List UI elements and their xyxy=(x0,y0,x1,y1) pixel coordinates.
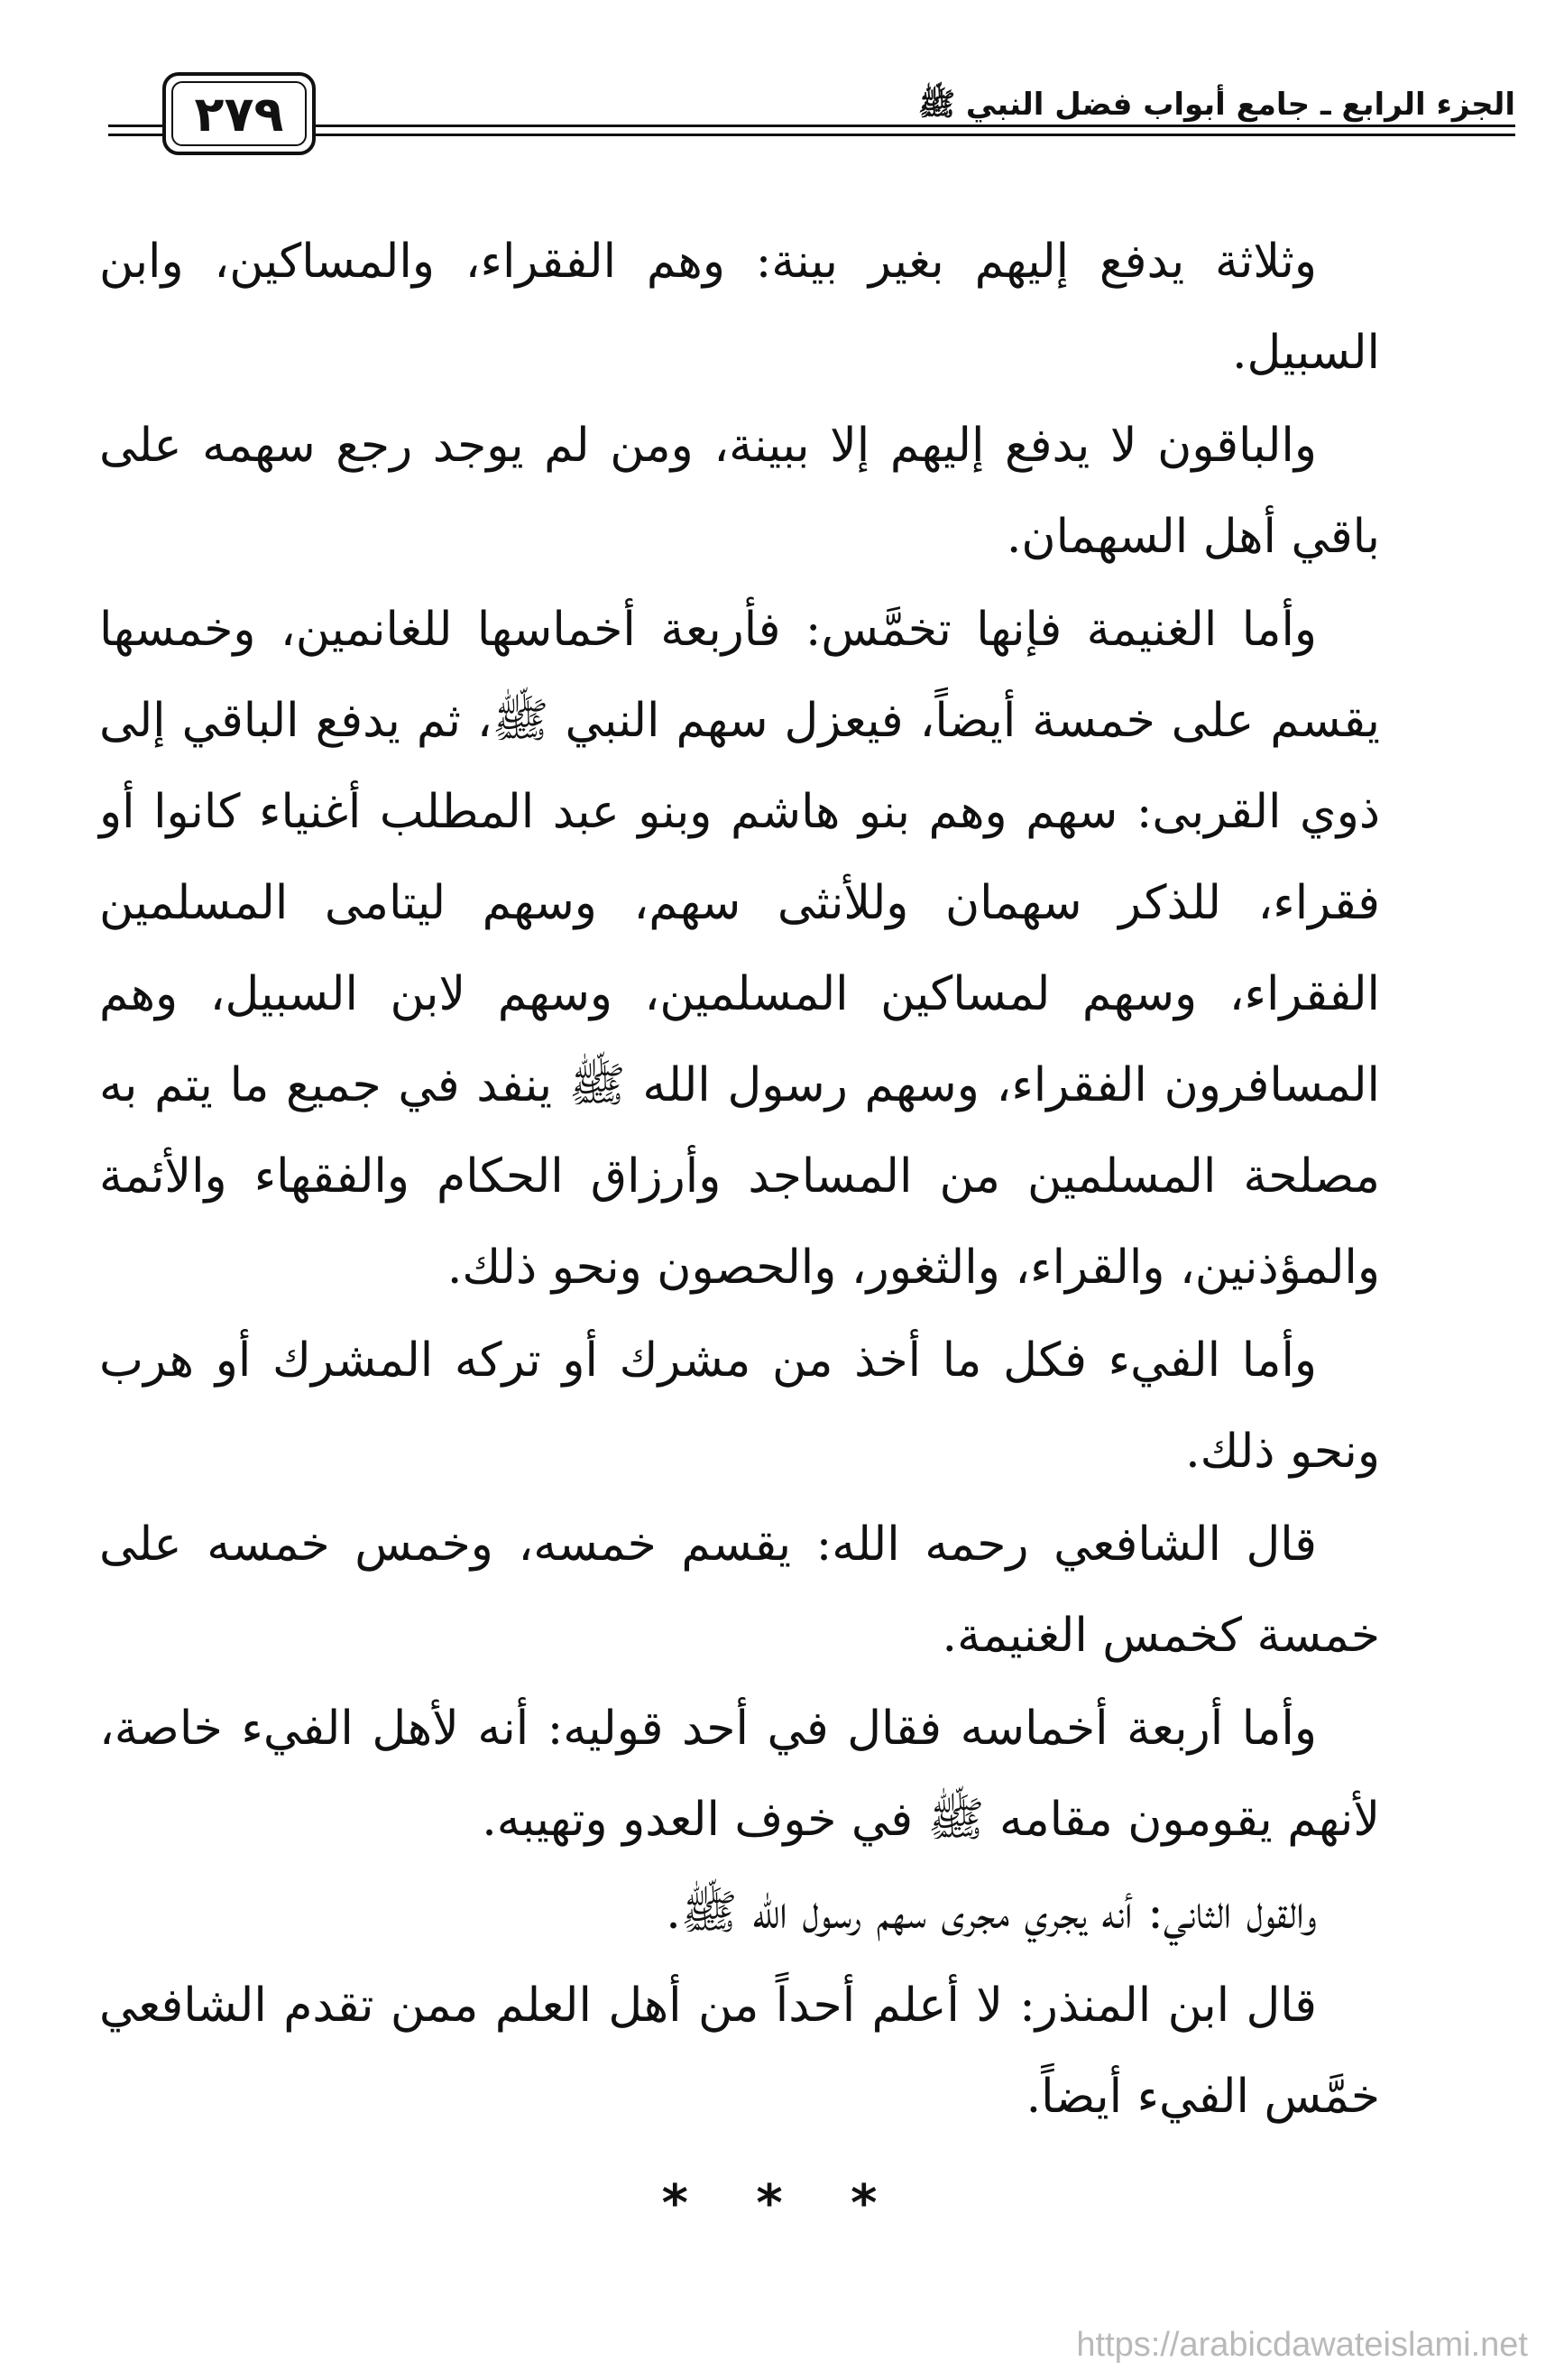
paragraph-4: وأما الفيء فكل ما أخذ من مشرك أو تركه المشرك أو هرب ونحو ذلك. xyxy=(99,1333,1380,1479)
paragraph-8: قال ابن المنذر: لا أعلم أحداً من أهل العلم ممن تقدم الشافعي خمَّس الفيء أيضاً. xyxy=(99,1979,1380,2124)
page-number-frame xyxy=(162,72,316,155)
paragraph-2: والباقون لا يدفع إليهم إلا ببينة، ومن لم يوجد رجع سهمه على باقي أهل السهمان. xyxy=(99,419,1380,564)
section-separator: * * * xyxy=(661,2174,903,2233)
page-header xyxy=(108,72,1515,171)
header-rule-top xyxy=(108,125,1515,127)
page-number: ٢٧٩ xyxy=(194,85,284,143)
page-body xyxy=(99,217,1380,2143)
running-title: الجزء الرابع ـ جامع أبواب فضل النبي ﷺ xyxy=(906,85,1515,125)
paragraph-1: وثلاثة يدفع إليهم بغير بينة: وهم الفقراء، والمساكين، وابن السبيل. xyxy=(99,235,1380,380)
paragraph-6: وأما أربعة أخماسه فقال في أحد قوليه: أنه لأهل الفيء خاصة، لأنهم يقومون مقامه ﷺ في خوف العدو وتهيبه. xyxy=(99,1702,1380,1847)
paragraph-5: قال الشافعي رحمه الله: يقسم خمسه، وخمس خمسه على خمسة كخمس الغنيمة. xyxy=(99,1517,1380,1663)
header-rule-bottom xyxy=(108,134,1515,136)
source-watermark: https://arabicdawateislami.net xyxy=(1076,2326,1528,2364)
paragraph-3: وأما الغنيمة فإنها تخمَّس: فأربعة أخماسها للغانمين، وخمسها يقسم على خمسة أيضاً، فيعزل سهم النبي ﷺ، ثم يدفع الباقي إلى ذوي القربى: سهم وهم بنو هاشم وبنو عبد المطلب أغنياء كانوا أو فقراء، للذكر سهمان وللأنثى سهم، وسهم ليتامى المسلمين الفقراء، وسهم لمساكين المسلمين، وسهم لابن السبيل، وهم المسافرون الفقراء، وسهم رسول الله ﷺ ينفد في جميع ما يتم به مصلحة المسلمين من المساجد وأرزاق الحكام والفقهاء والأئمة والمؤذنين، والقراء، والثغور، والحصون ونحو ذلك. xyxy=(99,603,1380,1295)
paragraph-7: والقول الثاني: أنه يجري مجرى سهم رسول الله ﷺ. xyxy=(666,1886,1317,1940)
